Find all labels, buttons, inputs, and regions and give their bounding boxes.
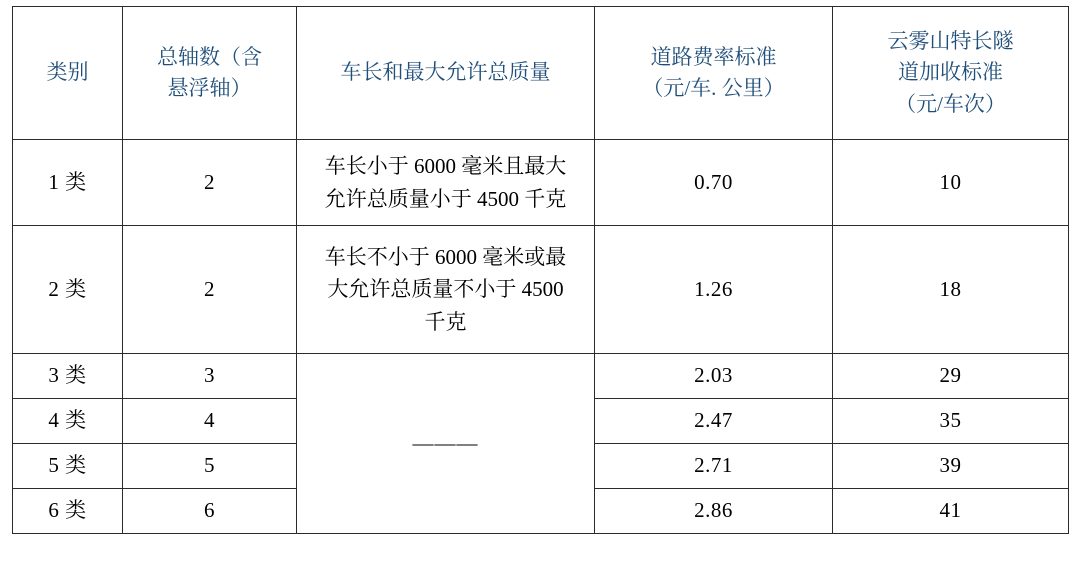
spec-line-1: 车长小于 6000 毫米且最大 bbox=[324, 153, 567, 178]
table-row bbox=[13, 226, 1069, 354]
header-cell-spec bbox=[297, 7, 595, 140]
header-cell-axles bbox=[123, 7, 297, 140]
header-rate-line-2: （元/车. 公里） bbox=[642, 76, 785, 100]
cell-category: 6 类 bbox=[13, 489, 123, 534]
cell-category: 4 类 bbox=[13, 399, 123, 444]
cell-axles: 4 bbox=[123, 399, 297, 444]
cell-axles: 2 bbox=[123, 140, 297, 226]
header-axles-line-1: 总轴数（含 bbox=[157, 44, 262, 69]
cell-category: 5 类 bbox=[13, 444, 123, 489]
cell-rate: 2.47 bbox=[595, 399, 833, 444]
cell-spec bbox=[297, 140, 595, 226]
header-cell-tunnel bbox=[833, 7, 1069, 140]
document-page bbox=[0, 6, 1080, 566]
header-axles-line-2: 悬浮轴） bbox=[167, 76, 252, 100]
cell-category: 2 类 bbox=[13, 226, 123, 354]
cell-tunnel: 35 bbox=[833, 399, 1069, 444]
cell-rate: 2.71 bbox=[595, 444, 833, 489]
spec-line-3: 千克 bbox=[424, 309, 467, 334]
header-tunnel-line-2: 道加收标准 bbox=[898, 60, 1003, 85]
cell-tunnel: 39 bbox=[833, 444, 1069, 489]
cell-spec bbox=[297, 226, 595, 354]
table-header bbox=[13, 7, 1069, 140]
header-rate-line-1: 道路费率标准 bbox=[650, 44, 777, 69]
cell-rate: 2.03 bbox=[595, 354, 833, 399]
header-tunnel-line-1: 云雾山特长隧 bbox=[887, 28, 1014, 53]
header-cell-category bbox=[13, 7, 123, 140]
table-body bbox=[13, 140, 1069, 534]
header-category-line-1: 类别 bbox=[46, 60, 89, 85]
header-spec-line-1: 车长和最大允许总质量 bbox=[340, 60, 551, 85]
cell-tunnel: 41 bbox=[833, 489, 1069, 534]
table-row bbox=[13, 140, 1069, 226]
cell-tunnel: 18 bbox=[833, 226, 1069, 354]
cell-axles: 5 bbox=[123, 444, 297, 489]
header-cell-rate bbox=[595, 7, 833, 140]
cell-category: 3 类 bbox=[13, 354, 123, 399]
table-row bbox=[13, 354, 1069, 399]
toll-rate-table bbox=[12, 6, 1069, 534]
header-row bbox=[13, 7, 1069, 140]
cell-axles: 6 bbox=[123, 489, 297, 534]
spec-line-1: 车长不小于 6000 毫米或最 bbox=[324, 244, 567, 269]
cell-rate: 0.70 bbox=[595, 140, 833, 226]
cell-spec-merged: ——— bbox=[297, 354, 595, 534]
cell-axles: 3 bbox=[123, 354, 297, 399]
spec-line-2: 允许总质量小于 4500 千克 bbox=[324, 186, 567, 211]
header-tunnel-line-3: （元/车次） bbox=[895, 91, 1006, 116]
cell-rate: 2.86 bbox=[595, 489, 833, 534]
cell-category: 1 类 bbox=[13, 140, 123, 226]
cell-axles: 2 bbox=[123, 226, 297, 354]
cell-tunnel: 10 bbox=[833, 140, 1069, 226]
spec-line-2: 大允许总质量不小于 4500 bbox=[327, 277, 564, 302]
cell-tunnel: 29 bbox=[833, 354, 1069, 399]
cell-rate: 1.26 bbox=[595, 226, 833, 354]
